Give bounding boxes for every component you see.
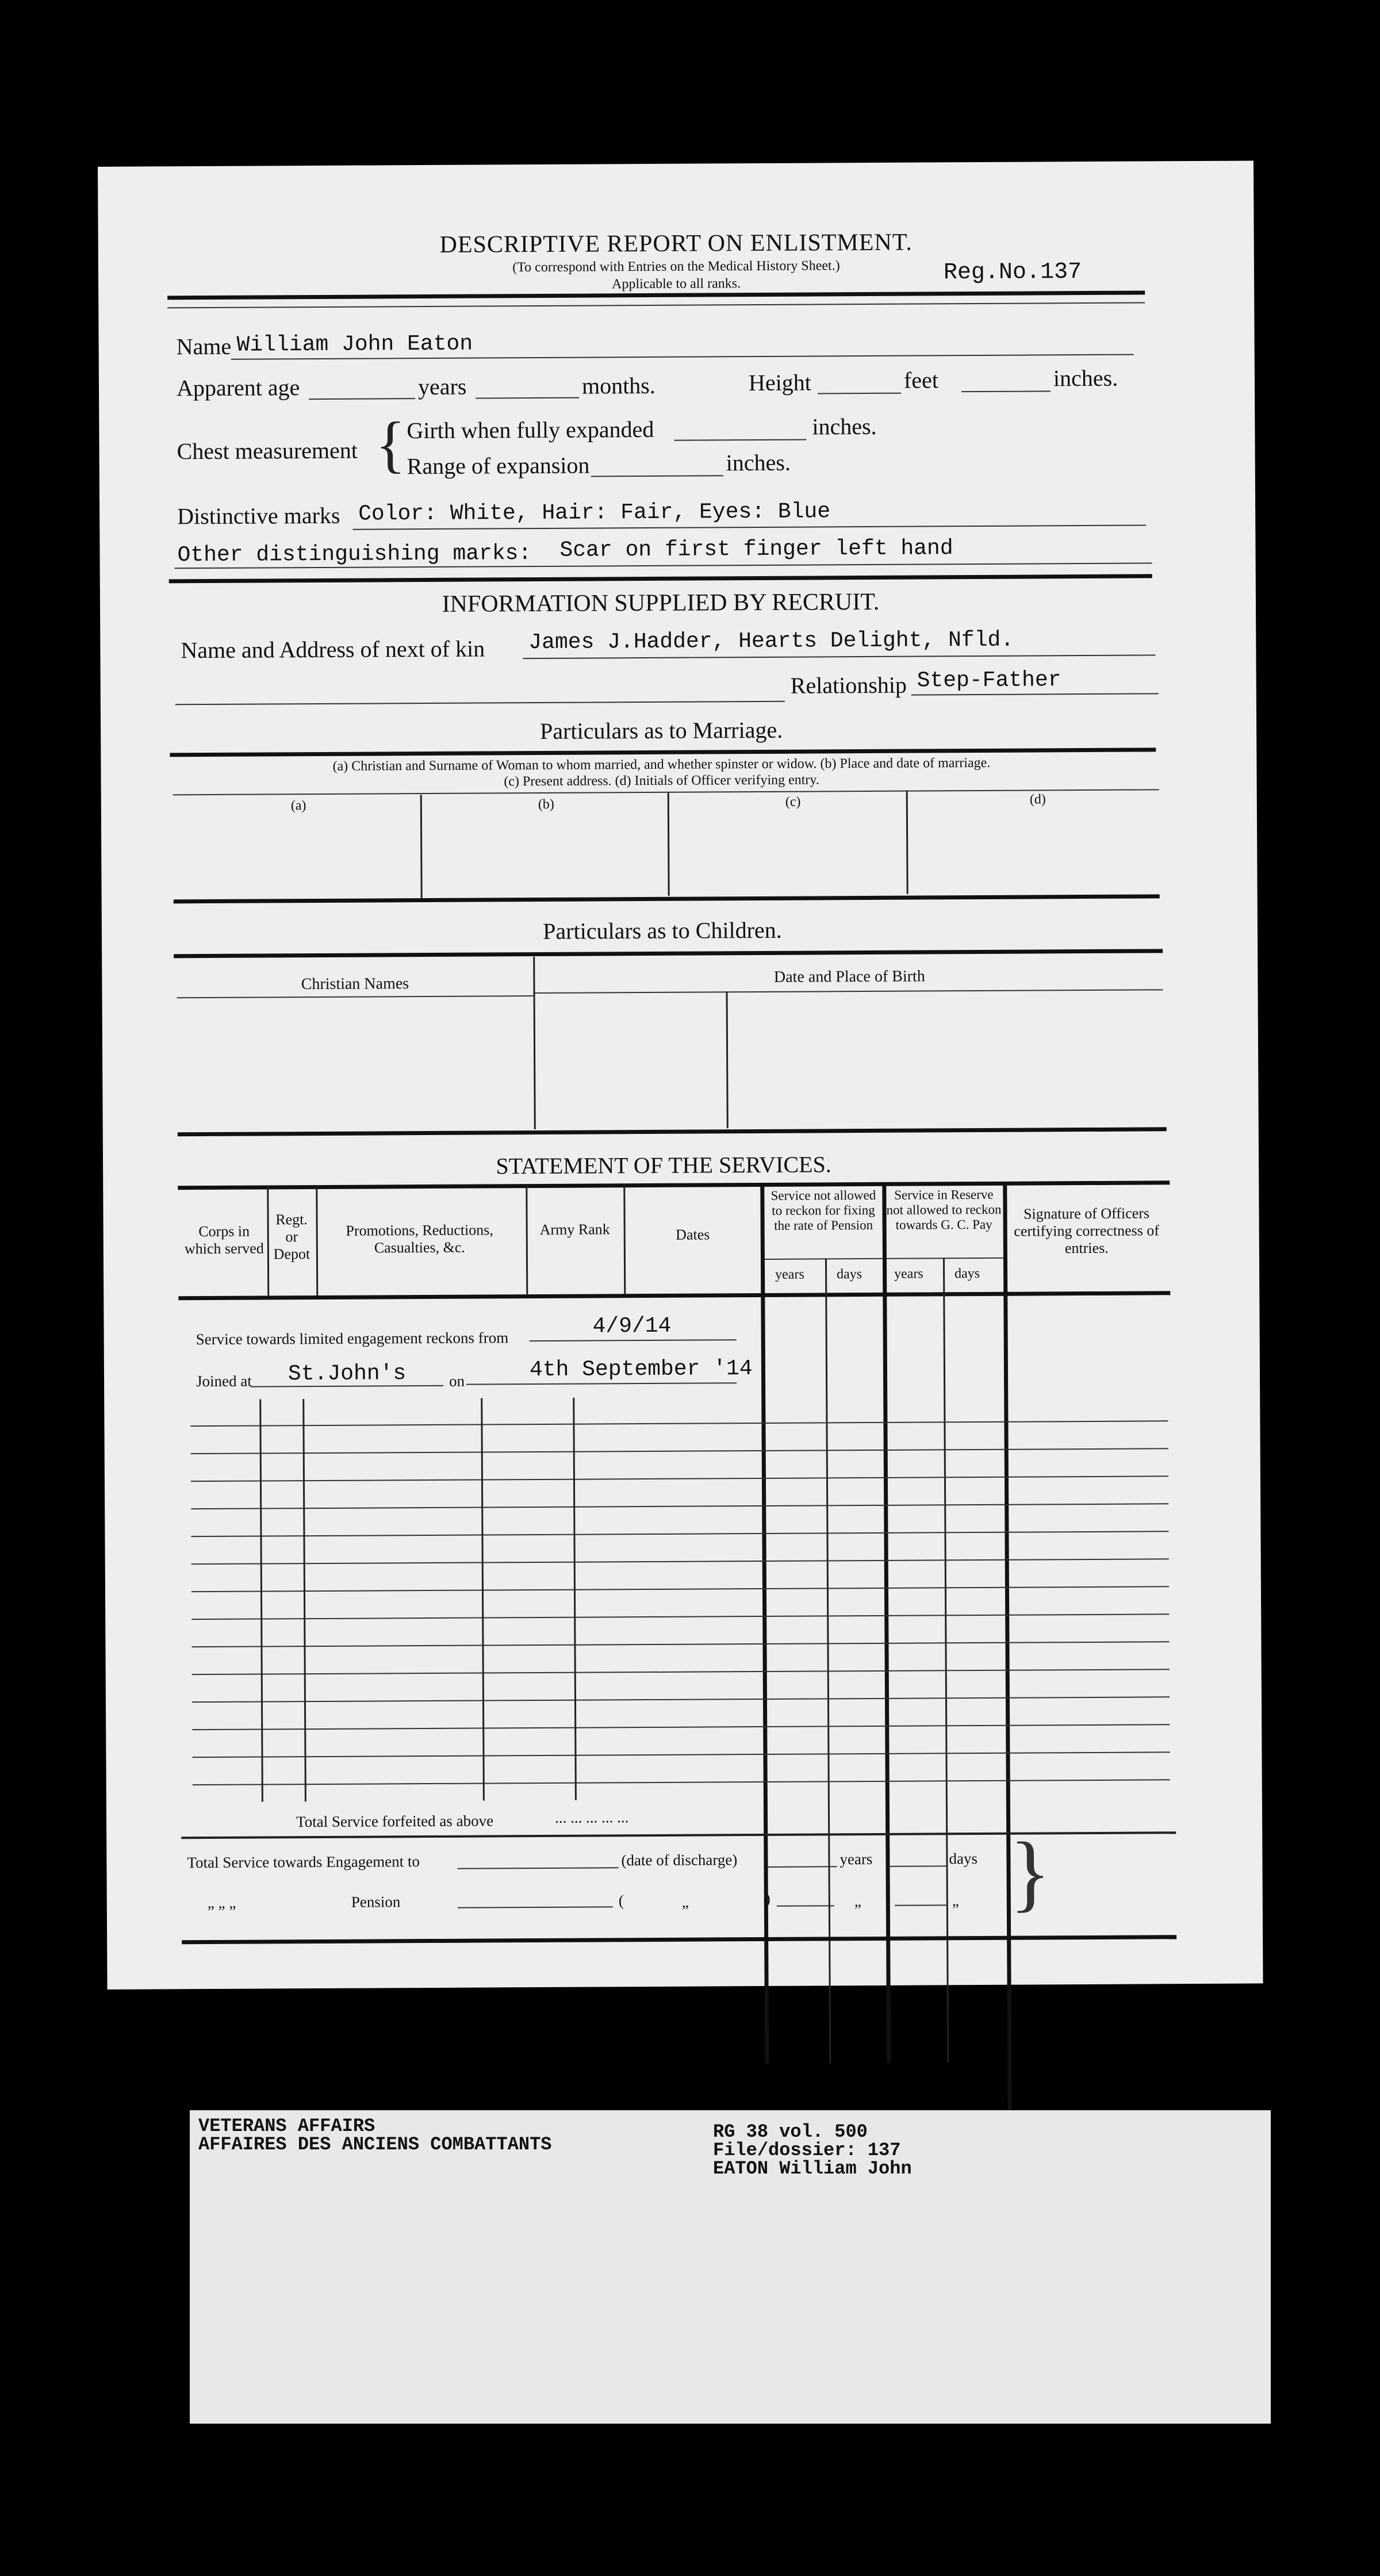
body-div-1: [259, 1400, 263, 1802]
girth-inches-label: inches.: [812, 413, 877, 440]
form-subtitle: (To correspond with Entries on the Medical History Sheet.): [512, 258, 840, 275]
marriage-divider-3: [906, 791, 908, 894]
archive-line3-right: EATON William John: [713, 2158, 912, 2179]
months-label: months.: [581, 372, 656, 399]
kin-line: [523, 654, 1155, 659]
services-heading: STATEMENT OF THE SERVICES.: [496, 1151, 831, 1179]
children-col-names: Christian Names: [301, 975, 409, 994]
pension-ditto-mid: „: [681, 1893, 689, 1911]
kin-line-2: [175, 701, 785, 706]
pension-ditto-days: „: [952, 1892, 959, 1910]
hdr-div-6: [825, 1258, 831, 2063]
girth-line: [674, 439, 806, 441]
services-bottom-rule: [182, 1935, 1176, 1944]
height-inches-line: [961, 390, 1051, 392]
form-title: DESCRIPTIVE REPORT ON ENLISTMENT.: [439, 229, 913, 258]
chest-label: Chest measurement: [177, 437, 358, 465]
service-row-rule: [190, 1420, 1168, 1427]
forfeited-label: Total Service forfeited as above: [296, 1812, 494, 1831]
on-label: on: [448, 1372, 465, 1390]
hdr-div-2: [316, 1186, 318, 1295]
body-div-2: [302, 1399, 306, 1801]
not-allowed-days: days: [837, 1267, 862, 1282]
col-corps: Corps in which served: [184, 1222, 264, 1258]
height-inches-label: inches.: [1053, 365, 1118, 392]
marriage-divider-1: [420, 795, 423, 898]
chest-brace: {: [375, 409, 406, 480]
service-row-rule: [191, 1586, 1169, 1592]
hdr-div-4: [623, 1184, 626, 1294]
service-row-rule: [192, 1669, 1170, 1675]
limited-label: Service towards limited engagement reckons from: [195, 1329, 509, 1348]
total-days-line: [888, 1865, 946, 1867]
children-header-rule-2: [534, 989, 1163, 994]
hdr-div-3: [526, 1185, 528, 1294]
age-years-line: [309, 398, 415, 400]
height-feet-line: [818, 393, 901, 394]
service-row-rule: [192, 1724, 1170, 1730]
pension-line-2: [777, 1905, 834, 1907]
col-not-allowed: Service not allowed to reckon for fixing the rate of Pension: [770, 1187, 876, 1233]
name-label: Name: [176, 333, 232, 360]
pension-line-3: [895, 1904, 946, 1906]
range-line: [591, 475, 723, 477]
reserve-days: days: [954, 1266, 980, 1282]
archive-line1-left: VETERANS AFFAIRS: [198, 2115, 375, 2137]
service-row-rule: [191, 1641, 1169, 1647]
hdr-div-1: [267, 1186, 269, 1295]
pension-close: ): [765, 1889, 770, 1907]
services-top-rule: [178, 1180, 1170, 1190]
service-row-rule: [193, 1779, 1170, 1785]
section-rule-1: [169, 574, 1152, 583]
total-days: days: [949, 1850, 978, 1868]
archive-card: [190, 2110, 1271, 2424]
hdr-div-9: [1003, 1183, 1012, 2132]
discharge-label: (date of discharge): [621, 1851, 738, 1869]
distinctive-value: Color: White, Hair: Fair, Eyes: Blue: [358, 499, 831, 527]
service-row-rule: [191, 1475, 1168, 1482]
archive-line2-left: AFFAIRES DES ANCIENS COMBATTANTS: [198, 2134, 552, 2155]
services-header-bottom: [178, 1291, 1170, 1300]
marriage-note-1: (a) Christian and Surname of Woman to whom married, and whether spinster or widow. (b) Place and date of marriage.: [332, 755, 991, 774]
other-marks-value: Scar on first finger left hand: [559, 536, 953, 563]
limited-value: 4/9/14: [592, 1313, 672, 1339]
service-row-rule: [191, 1448, 1168, 1454]
marriage-note-2: (c) Present address. (d) Initials of Officer verifying entry.: [504, 772, 819, 789]
marriage-col-d: (d): [1029, 792, 1046, 807]
relationship-line: [911, 693, 1159, 695]
marriage-col-a: (a): [290, 798, 306, 814]
joined-date-line: [466, 1382, 737, 1385]
joined-place: St.John's: [288, 1361, 407, 1387]
kin-value: James J.Hadder, Hearts Delight, Nfld.: [528, 627, 1014, 656]
total-label: Total Service towards Engagement to: [187, 1853, 420, 1872]
feet-label: feet: [903, 367, 939, 393]
col-regt: Regt. or Depot: [273, 1211, 310, 1263]
total-years-line: [768, 1866, 837, 1868]
relationship-label: Relationship: [790, 672, 907, 699]
service-row-rule: [191, 1558, 1169, 1565]
total-line: [458, 1867, 619, 1869]
enlistment-form: [98, 160, 1263, 1989]
children-bottom-rule: [178, 1127, 1167, 1136]
archive-line1-right: RG 38 vol. 500: [713, 2121, 868, 2142]
marriage-bottom-rule: [174, 894, 1160, 903]
pension-line-1: [458, 1906, 613, 1908]
children-divider-2: [726, 991, 729, 1128]
total-years: years: [839, 1850, 873, 1868]
hdr-div-5: [760, 1184, 769, 2064]
range-label: Range of expansion: [407, 452, 590, 480]
marriage-heading: Particulars as to Marriage.: [539, 716, 783, 744]
col-rank: Army Rank: [539, 1221, 610, 1239]
marriage-col-c: (c): [785, 794, 801, 810]
name-value: William John Eaton: [236, 331, 473, 358]
joined-label: Joined at: [195, 1372, 252, 1390]
joined-date: 4th September '14: [529, 1356, 753, 1383]
service-row-rule: [192, 1696, 1170, 1703]
col-dates: Dates: [676, 1226, 710, 1243]
height-label: Height: [748, 369, 811, 396]
body-div-4: [573, 1398, 577, 1800]
not-allowed-years: years: [775, 1267, 804, 1282]
col-reserve: Service in Reserve not allowed to reckon towards G. C. Pay: [886, 1187, 1002, 1232]
joined-place-line: [251, 1385, 443, 1387]
hdr-div-8: [943, 1258, 949, 2063]
body-div-3: [481, 1398, 485, 1801]
children-divider-1: [533, 957, 536, 1129]
range-inches-label: inches.: [726, 449, 791, 476]
other-marks-label: Other distinguishing marks:: [177, 541, 532, 568]
children-heading: Particulars as to Children.: [543, 917, 782, 944]
kin-label: Name and Address of next of kin: [181, 635, 485, 664]
pension-label: Pension: [351, 1893, 401, 1911]
col-promotions: Promotions, Reductions, Casualties, &c.: [346, 1221, 493, 1256]
form-applicable: Applicable to all ranks.: [612, 276, 741, 292]
service-row-rule: [192, 1751, 1170, 1758]
distinctive-label: Distinctive marks: [177, 502, 340, 530]
service-rows: [98, 160, 1254, 167]
reg-number: Reg.No.137: [943, 259, 1082, 286]
children-rule: [174, 949, 1163, 958]
relationship-value: Step-Father: [917, 668, 1061, 693]
years-label: years: [417, 373, 467, 400]
service-row-rule: [191, 1531, 1168, 1537]
header-rule-thin: [167, 302, 1145, 308]
limited-line: [530, 1339, 737, 1341]
col-signature: Signature of Officers certifying correctness of entries.: [1014, 1205, 1160, 1257]
total-brace: }: [1009, 1824, 1051, 1920]
children-col-birth: Date and Place of Birth: [773, 967, 925, 986]
marriage-col-b: (b): [538, 796, 554, 812]
marriage-divider-2: [668, 792, 670, 896]
age-months-line: [476, 397, 579, 399]
children-header-rule-1: [177, 995, 534, 998]
pension-ditto: „ „ „: [207, 1893, 236, 1912]
archive-line2-right: File/dossier: 137: [713, 2140, 901, 2161]
hdr-div-7: [882, 1183, 891, 2063]
pension-open: (: [618, 1892, 624, 1910]
girth-label: Girth when fully expanded: [407, 416, 654, 444]
info-heading: INFORMATION SUPPLIED BY RECRUIT.: [442, 588, 880, 618]
pension-ditto-years: „: [854, 1892, 861, 1910]
reserve-years: years: [894, 1266, 923, 1282]
service-row-rule: [191, 1503, 1168, 1509]
age-label: Apparent age: [176, 374, 300, 401]
service-row-rule: [191, 1613, 1169, 1620]
forfeited-dots: ... ... ... ... ...: [554, 1808, 629, 1826]
